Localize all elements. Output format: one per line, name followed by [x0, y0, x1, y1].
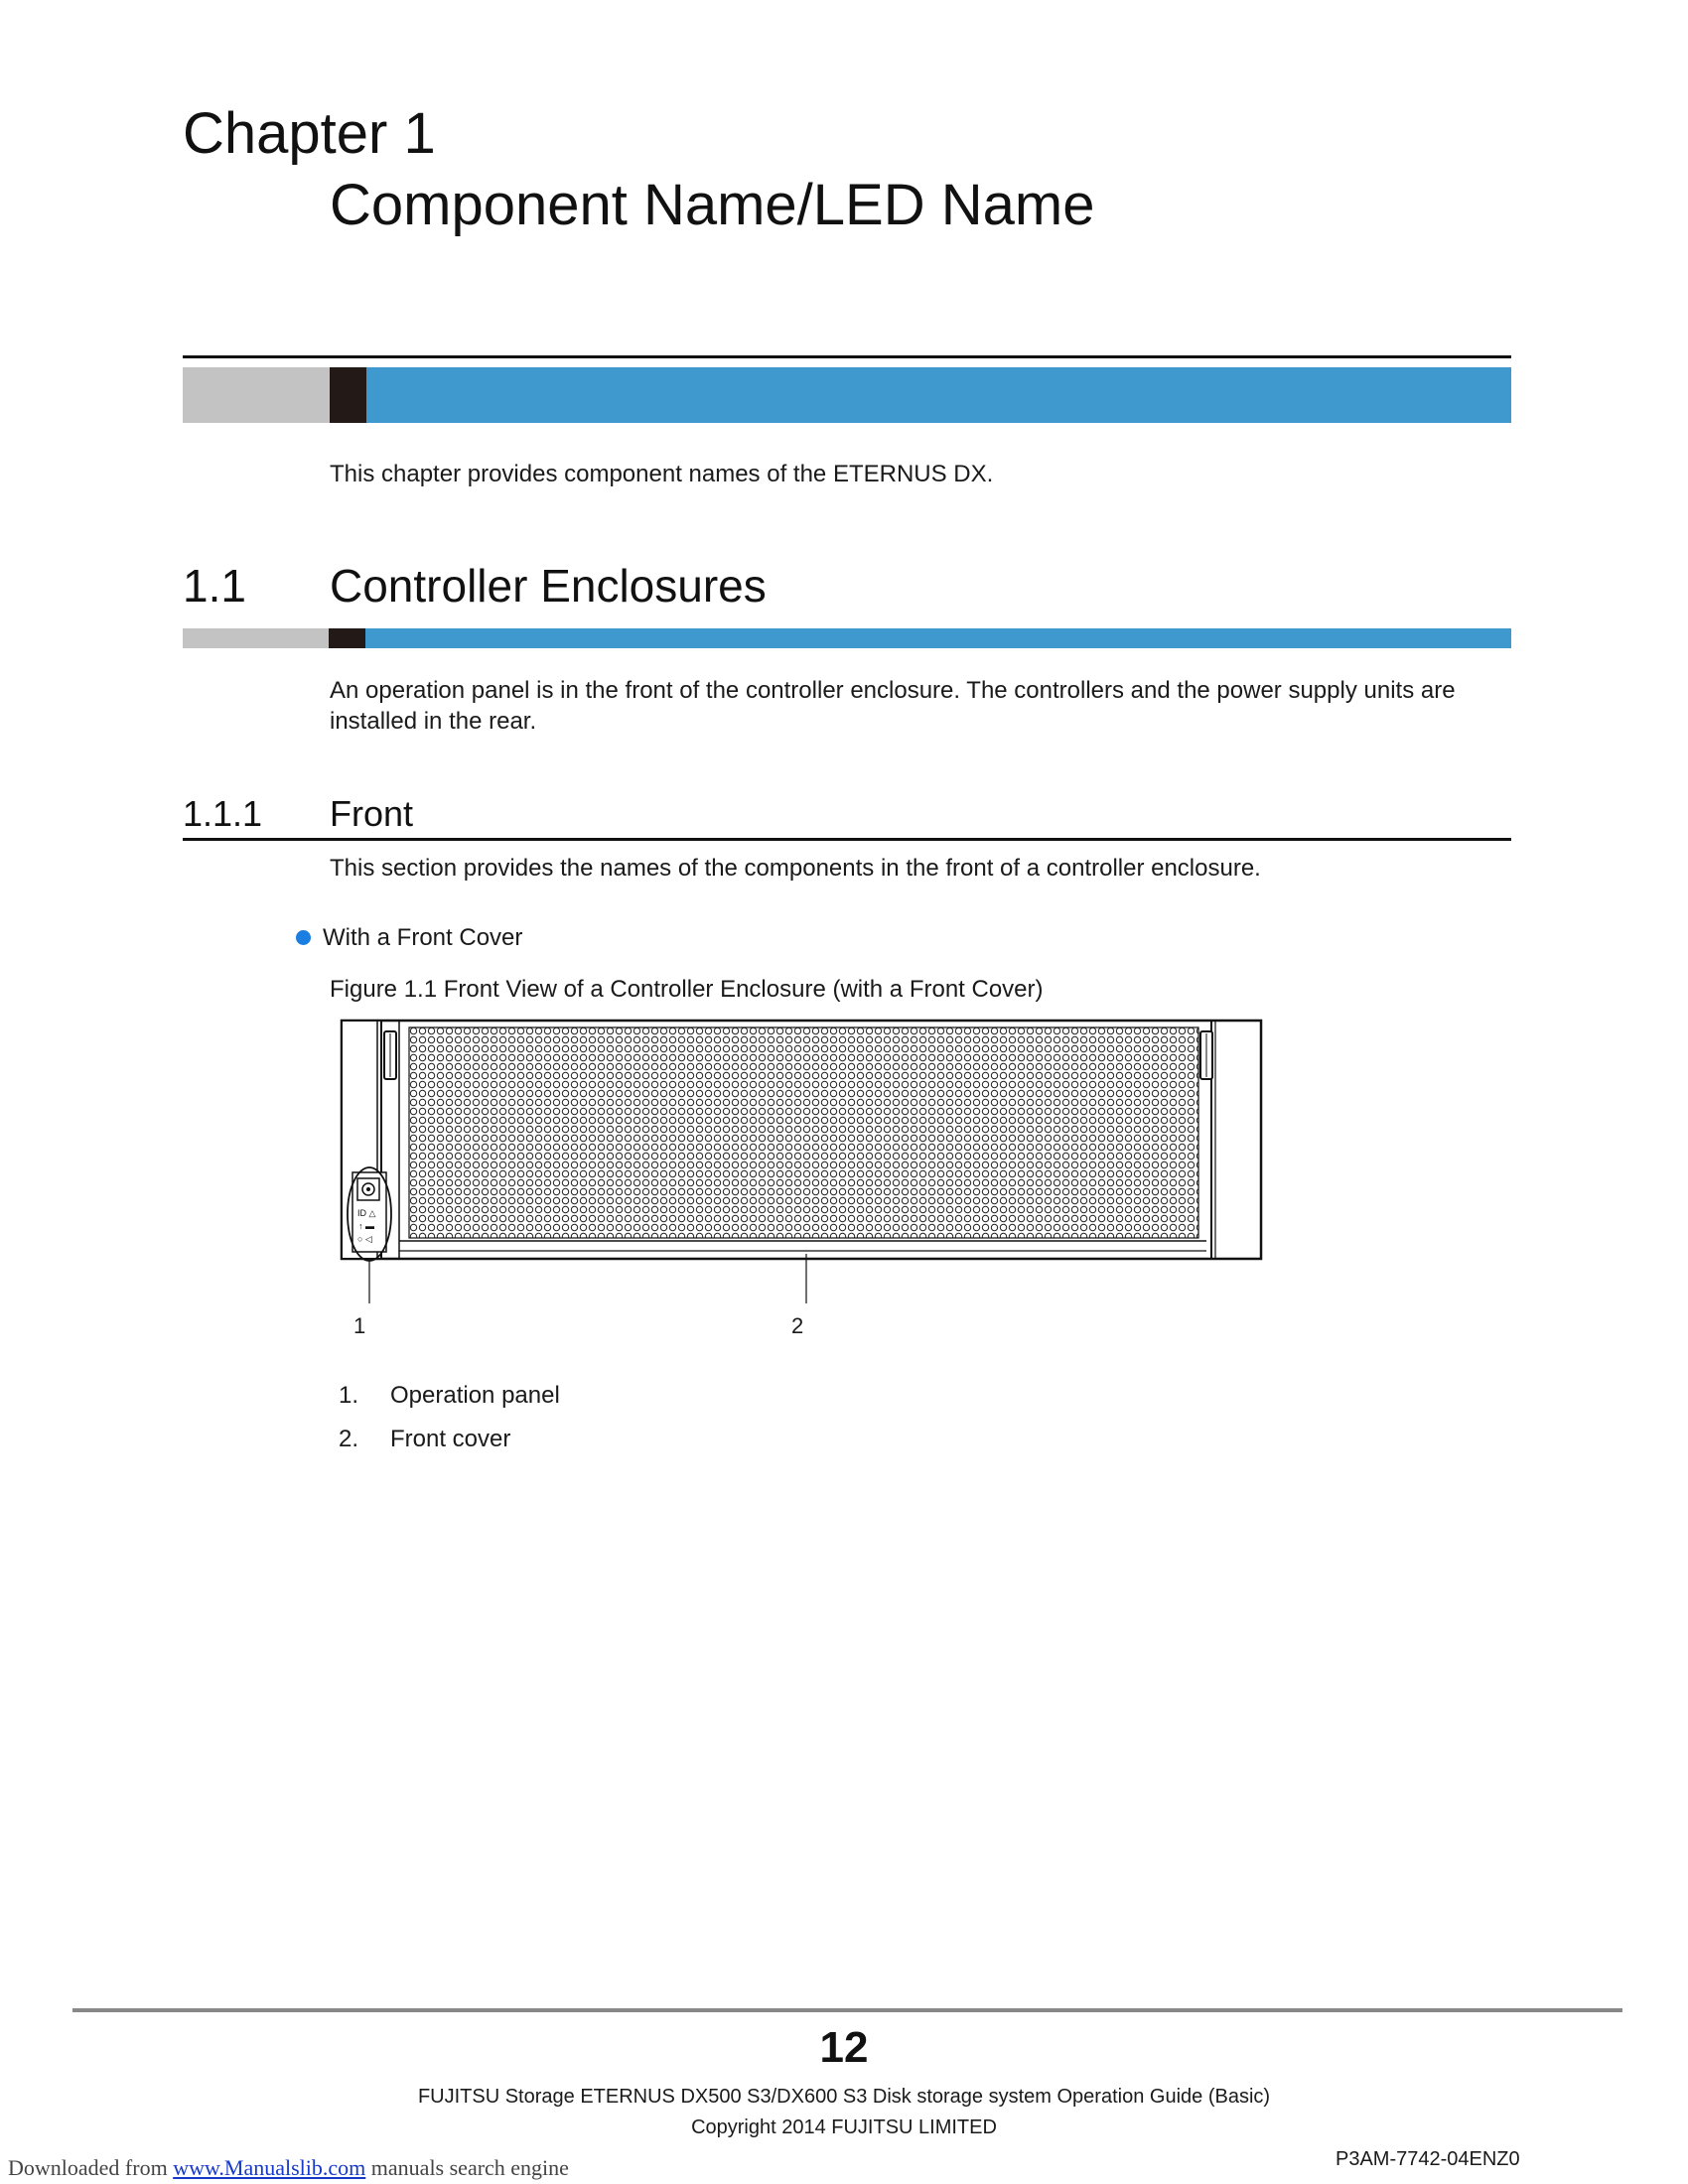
bullet-dot-icon: [296, 930, 311, 945]
legend-num-2: 2.: [339, 1426, 359, 1452]
svg-text:○ ◁: ○ ◁: [357, 1234, 372, 1244]
section-band-blue: [365, 628, 1511, 648]
document-code: P3AM-7742-04ENZ0: [1336, 2148, 1520, 2170]
controller-enclosure-figure: [338, 1018, 1271, 1345]
section-body: An operation panel is in the front of the controller enclosure. The controllers and the power supply units are installed in the rear.: [330, 677, 1456, 735]
footer-title: FUJITSU Storage ETERNUS DX500 S3/DX600 S3 Disk storage system Operation Guide (Basic): [417, 2086, 1271, 2108]
section-number: 1.1: [183, 560, 246, 612]
svg-text:ID △: ID △: [357, 1208, 376, 1218]
page-number: 12: [819, 2023, 869, 2072]
chapter-band-blue: [366, 367, 1511, 423]
download-prefix: Downloaded from: [8, 2155, 174, 2180]
figure-caption: Figure 1.1 Front View of a Controller Enclosure (with a Front Cover): [330, 976, 1044, 1003]
callout-2: 2: [791, 1313, 804, 1338]
chapter-number: Chapter 1: [183, 101, 436, 166]
subsection-body: This section provides the names of the components in the front of a controller enclosure.: [330, 855, 1261, 882]
subsection-rule: [183, 838, 1511, 841]
bullet-heading: With a Front Cover: [323, 924, 523, 951]
callout-1: 1: [353, 1313, 366, 1338]
section-band-black: [329, 628, 365, 648]
footer-copyright: Copyright 2014 FUJITSU LIMITED: [691, 2116, 997, 2138]
manualslib-link[interactable]: www.Manualslib.com: [173, 2155, 366, 2180]
download-banner: [8, 2155, 569, 2181]
svg-text:↑ ▬: ↑ ▬: [358, 1221, 375, 1231]
subsection-title: Front: [330, 793, 414, 834]
chapter-title: Component Name/LED Name: [330, 173, 1095, 237]
legend-num-1: 1.: [339, 1382, 359, 1409]
chapter-band-black: [330, 367, 366, 423]
chapter-rule: [183, 355, 1511, 358]
section-band-gray: [183, 628, 329, 648]
subsection-number: 1.1.1: [183, 793, 263, 834]
legend-text-1: Operation panel: [390, 1382, 560, 1409]
chapter-band-gray: [183, 367, 330, 423]
footer-rule: [72, 2008, 1622, 2012]
section-title: Controller Enclosures: [330, 560, 767, 612]
legend-text-2: Front cover: [390, 1426, 511, 1452]
chapter-intro: This chapter provides component names of the ETERNUS DX.: [330, 461, 994, 487]
download-suffix: manuals search engine: [365, 2155, 569, 2180]
